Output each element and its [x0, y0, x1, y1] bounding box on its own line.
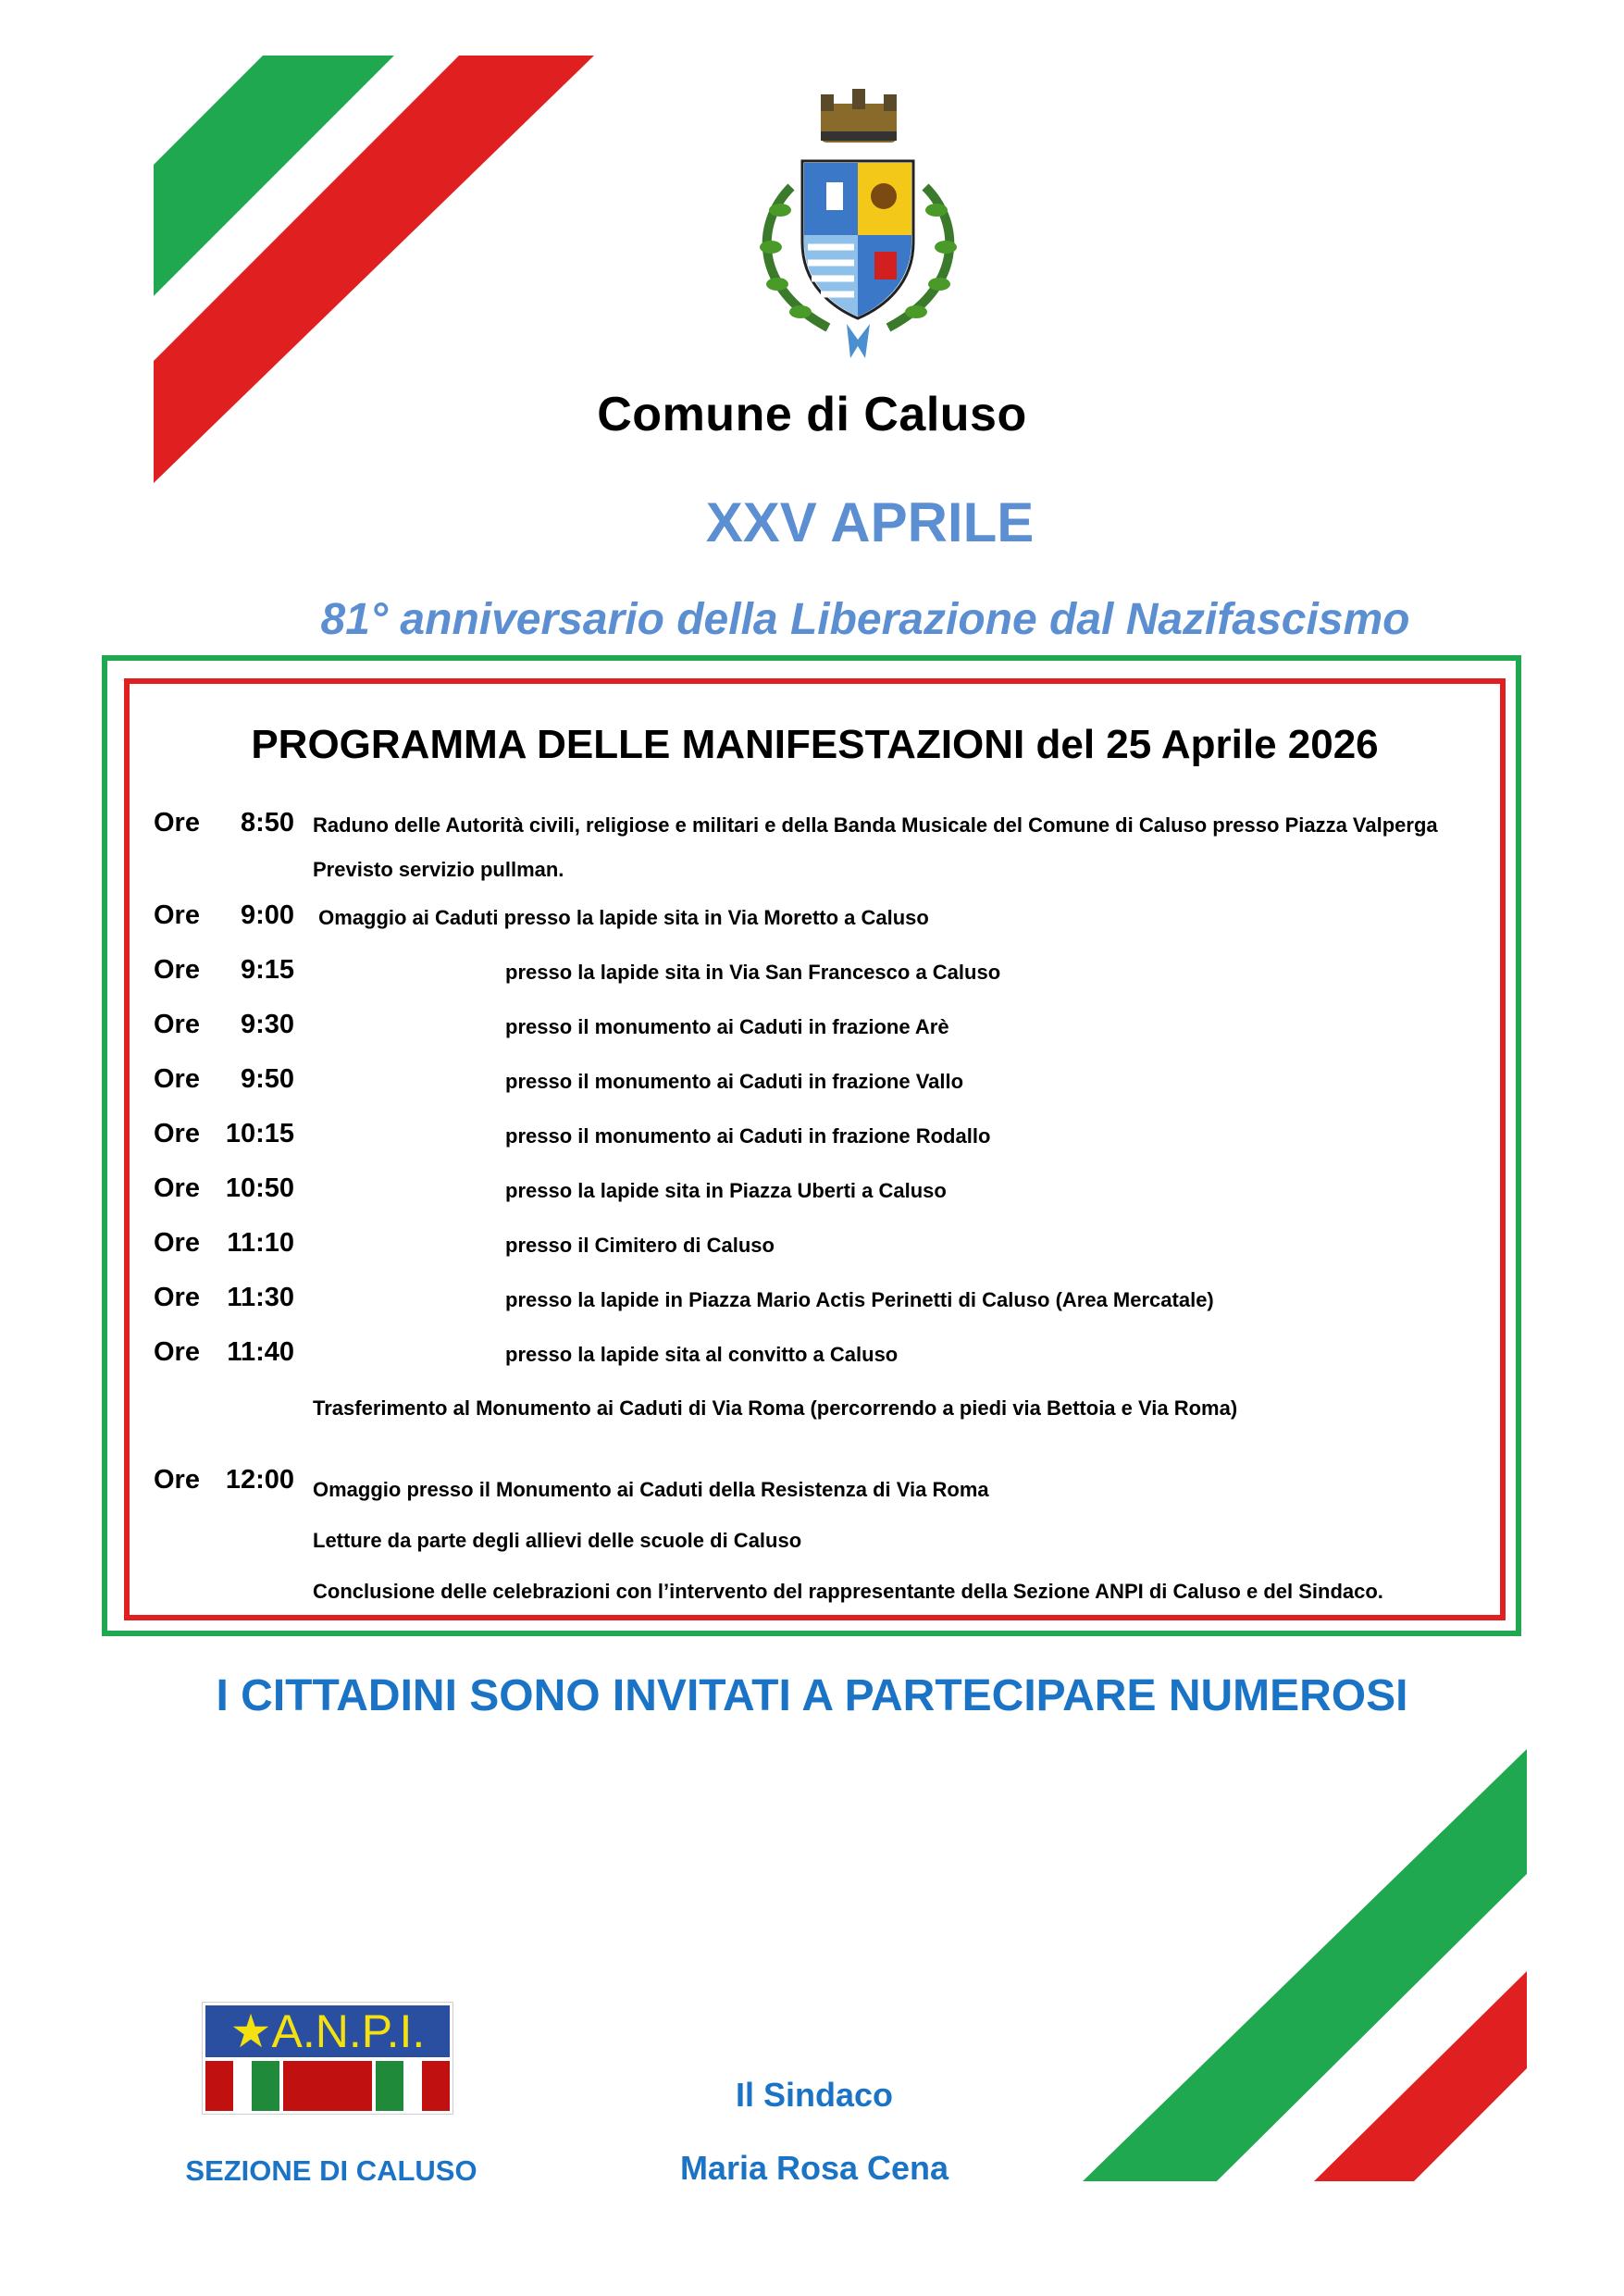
row-time: 9:30 — [240, 1010, 294, 1039]
row-description: Raduno delle Autorità civili, religiose e militari e della Banda Musicale del Comune di Caluso presso Piazza Valperga — [313, 813, 1438, 837]
row-description: presso il monumento ai Caduti in frazione Rodallo — [505, 1124, 991, 1148]
row-description: Previsto servizio pullman. — [313, 858, 564, 881]
row-time: 12:00 — [225, 1465, 294, 1495]
row-ore-label: Ore — [154, 1465, 200, 1495]
row-time: 9:00 — [240, 900, 294, 930]
row-ore-label: Ore — [154, 1119, 200, 1148]
anpi-logo-text: ★A.N.P.I. — [229, 2005, 426, 2057]
anpi-section-label: SEZIONE DI CALUSO — [185, 2154, 477, 2187]
row-description: Omaggio ai Caduti presso la lapide sita in Via Moretto a Caluso — [313, 906, 929, 929]
row-time: 11:30 — [227, 1283, 294, 1312]
row-time: 11:40 — [227, 1337, 294, 1367]
row-description: presso la lapide in Piazza Mario Actis Perinetti di Caluso (Area Mercatale) — [505, 1288, 1214, 1311]
row-description: presso il monumento ai Caduti in frazione Arè — [505, 1015, 949, 1038]
row-description: Conclusione delle celebrazioni con l’intervento del rappresentante della Sezione ANPI di Caluso e del Sindaco. — [313, 1580, 1383, 1603]
mayor-name: Maria Rosa Cena — [679, 2149, 949, 2187]
row-description: presso il Cimitero di Caluso — [505, 1234, 775, 1257]
row-ore-label: Ore — [154, 900, 200, 930]
mayor-label: Il Sindaco — [735, 2076, 894, 2114]
row-description: Letture da parte degli allievi delle scuole di Caluso — [313, 1529, 802, 1552]
program-title: PROGRAMMA DELLE MANIFESTAZIONI del 25 Aprile 2026 — [251, 722, 1379, 767]
row-description: Trasferimento al Monumento ai Caduti di Via Roma (percorrendo a piedi via Bettoia e Via Roma) — [313, 1396, 1238, 1420]
row-ore-label: Ore — [154, 1010, 200, 1039]
row-ore-label: Ore — [154, 1283, 200, 1312]
row-time: 10:15 — [225, 1119, 294, 1148]
row-description: presso la lapide sita al convitto a Caluso — [505, 1343, 899, 1366]
row-ore-label: Ore — [154, 1337, 200, 1367]
row-time: 8:50 — [240, 808, 294, 838]
row-ore-label: Ore — [154, 955, 200, 985]
row-ore-label: Ore — [154, 1064, 200, 1094]
row-ore-label: Ore — [154, 808, 200, 838]
row-time: 11:10 — [227, 1228, 294, 1258]
comune-crest-icon — [736, 85, 981, 361]
event-subtitle: 81° anniversario della Liberazione dal Nazifascismo — [320, 595, 1410, 644]
row-description: Omaggio presso il Monumento ai Caduti della Resistenza di Via Roma — [313, 1478, 989, 1501]
tricolor-band-bottom-right — [1083, 1749, 1527, 2181]
row-description: presso la lapide sita in Piazza Uberti a Caluso — [505, 1179, 947, 1202]
row-description: presso la lapide sita in Via San Francesco a Caluso — [505, 961, 1001, 984]
row-time: 9:15 — [240, 955, 294, 985]
row-time: 10:50 — [225, 1173, 294, 1203]
row-ore-label: Ore — [154, 1228, 200, 1258]
row-time: 9:50 — [240, 1064, 294, 1094]
event-title: XXV APRILE — [705, 491, 1035, 553]
comune-title: Comune di Caluso — [597, 388, 1027, 441]
invitation-text: I CITTADINI SONO INVITATI A PARTECIPARE NUMEROSI — [216, 1671, 1408, 1720]
row-ore-label: Ore — [154, 1173, 200, 1203]
anpi-logo — [202, 2002, 453, 2115]
row-description: presso il monumento ai Caduti in frazione Vallo — [505, 1070, 964, 1093]
